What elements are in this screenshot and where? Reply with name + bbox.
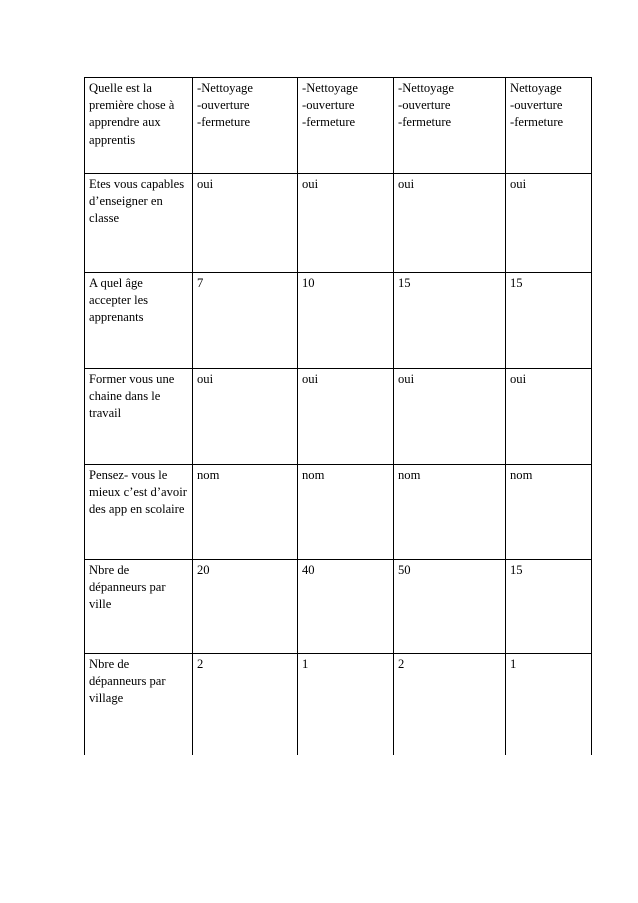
answer-text: oui [398,177,415,191]
question-text: Former vous une chaine dans le travail [89,372,175,421]
answer-cell [506,174,592,273]
answer-cell [193,654,298,755]
answer-cell [394,174,506,273]
question-cell [85,78,193,174]
table-row [85,560,592,654]
answer-cell [394,465,506,560]
answer-cell [193,465,298,560]
answer-cell [506,465,592,560]
answer-cell [298,465,394,560]
answer-text: oui [398,372,415,386]
table-row [85,273,592,369]
table-row [85,369,592,465]
answer-text: 15 [510,563,523,577]
answer-text: oui [197,372,214,386]
answer-cell [298,654,394,755]
answer-cell [394,560,506,654]
answer-cell [506,560,592,654]
answer-text: 15 [398,276,411,290]
answer-text: oui [197,177,214,191]
table-row [85,654,592,755]
answer-text: 10 [302,276,315,290]
answer-text: -Nettoyage -ouverture -fermeture [302,81,358,130]
question-cell [85,560,193,654]
question-text: Nbre de dépanneurs par village [89,657,166,706]
answer-cell [298,78,394,174]
answer-cell [506,273,592,369]
answer-cell [394,273,506,369]
answer-text: -Nettoyage -ouverture -fermeture [398,81,454,130]
answer-text: 40 [302,563,315,577]
answer-text: oui [510,372,527,386]
answer-text: nom [302,468,325,482]
question-text: A quel âge accepter les apprenants [89,276,149,325]
answer-text: 7 [197,276,204,290]
question-text: Pensez- vous le mieux c’est d’avoir des app en scolaire [89,468,187,517]
answer-text: 2 [398,657,405,671]
answer-cell [193,560,298,654]
answer-cell [298,273,394,369]
answer-cell [506,78,592,174]
answer-cell [193,78,298,174]
question-cell [85,465,193,560]
question-cell [85,654,193,755]
answer-text: nom [398,468,421,482]
answer-cell [394,78,506,174]
answer-cell [394,654,506,755]
answer-text: Nettoyage -ouverture -fermeture [510,81,564,130]
question-cell [85,273,193,369]
question-cell [85,369,193,465]
answer-text: oui [510,177,527,191]
answer-text: 1 [302,657,309,671]
answer-text: 20 [197,563,210,577]
question-cell [85,174,193,273]
answer-cell [506,369,592,465]
answer-text: nom [510,468,533,482]
answer-text: 1 [510,657,517,671]
answer-text: oui [302,177,319,191]
answer-text: 50 [398,563,411,577]
answer-cell [298,560,394,654]
answer-text: 15 [510,276,523,290]
question-text: Etes vous capables d’enseigner en classe [89,177,185,226]
table-row [85,174,592,273]
table-row [85,78,592,174]
answer-cell [298,369,394,465]
answer-cell [193,369,298,465]
answer-cell [193,273,298,369]
question-text: Nbre de dépanneurs par ville [89,563,166,612]
question-text: Quelle est la première chose à apprendre aux apprentis [89,81,175,147]
answer-cell [193,174,298,273]
answer-cell [506,654,592,755]
answer-text: 2 [197,657,204,671]
table-row [85,465,592,560]
answer-text: oui [302,372,319,386]
survey-table [84,77,592,755]
answer-text: -Nettoyage -ouverture -fermeture [197,81,253,130]
answer-cell [394,369,506,465]
answer-cell [298,174,394,273]
answer-text: nom [197,468,220,482]
